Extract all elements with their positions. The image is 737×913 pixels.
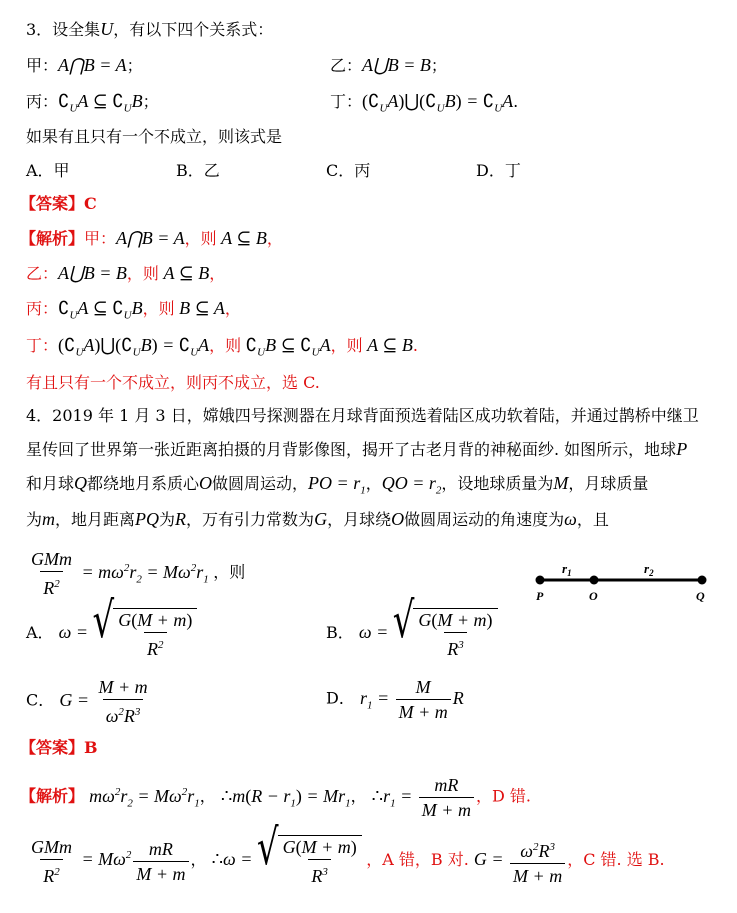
q3-option-a: A．甲 — [26, 161, 70, 180]
label-q: Q — [696, 589, 705, 603]
q3-analysis-ding: 丁：$(∁_UA)⋃(∁_UB)$ = $∁_UA$，则 $∁_UB$ ⊆ $∁_UA$，则 A ⊆ B. — [26, 335, 418, 359]
label-r1: $r_1$ — [562, 561, 572, 578]
point-q — [698, 576, 707, 585]
q4-option-c: C． G = $\frac{M + m}{\omega^2R^3}$ — [26, 677, 148, 726]
q3-conclusion: 有且只有一个不成立，则丙不成立，选 C. — [26, 373, 320, 392]
q4-stem-line1: 4．2019 年 1 月 3 日，嫦娥四号探测器在月球背面预选着陆区成功软着陆，并通过鹊桥中继卫 — [26, 406, 699, 425]
q4-stem-line3: 和月球Q都绕地月系质心O做圆周运动，PO = $r_1$，QO = $r_2$，设地球质量为M，月球质量 — [26, 473, 649, 497]
q3-relation-jia: 甲：A⋂B = A； — [26, 55, 143, 75]
q3-relation-ding: 丁：$(∁_UA)⋃(∁_UB)$ = $∁_UA$. — [330, 91, 519, 115]
q3-stem: 3．设全集U，有以下四个关系式： — [26, 19, 274, 39]
q4-analysis-line2: $\frac{\text{GMm}}{R^2}$ = $M\omega^2$ $\frac{mR}{M + m}$ ， ∴ω = √ $\frac{G(M + m)}{R^3}$ ，A 错，B 对. G = $\frac{\omega^2R^3}{M + m}$ ，C 错. 选 B. — [31, 818, 665, 886]
q4-stem-line2: 星传回了世界第一张近距离拍摄的月背影像图，揭开了古老月背的神秘面纱. 如图所示，地球P — [26, 439, 688, 459]
orbit-diagram — [528, 560, 718, 610]
label-r2: $r_2$ — [644, 561, 654, 578]
label-o: O — [589, 589, 598, 603]
q4-option-a: A． ω = √ $\frac{G(M + m)}{R^2}$ — [26, 608, 197, 660]
q4-option-b: B． ω = √ $\frac{G(M + m)}{R^3}$ — [326, 608, 498, 660]
q4-given-equation: $\frac{\text{GMm}}{R^2}$ = $m\omega^2r_2 = M\omega^2r_1$ ，则 — [31, 549, 246, 598]
q3-option-c: C．丙 — [326, 161, 371, 180]
q4-answer: 【答案】B — [20, 738, 98, 757]
point-o — [590, 576, 599, 585]
q3-relation-bing: 丙：$∁_UA$ ⊆ $∁_UB$； — [26, 91, 159, 115]
q3-answer: 【答案】C — [20, 194, 97, 213]
q4-analysis-line1: 【解析】 $m\omega^2r_2 = M\omega^2r_1$， ∴m(R − $r_1) = Mr_1$， $\therefore r_1$ = $\frac{mR}{M + m}$ ，D 错. — [20, 775, 531, 820]
point-p — [536, 576, 545, 585]
q3-analysis-bing: 丙：$∁_UA$ ⊆ $∁_UB$，则 B ⊆ A， — [26, 298, 241, 322]
label-p: P — [536, 589, 544, 603]
q3-analysis-yi: 乙：A⋃B = B，则 A ⊆ B， — [26, 263, 226, 283]
q3-relation-yi: 乙：A⋃B = B； — [330, 55, 447, 75]
q3-option-d: D．丁 — [476, 161, 521, 180]
q3-question: 如果有且只有一个不成立，则该式是 — [26, 127, 283, 146]
q3-analysis-jia: 【解析】甲：A⋂B = A，则 A ⊆ B， — [20, 228, 283, 248]
q4-option-d: D． $r_1$ = $\frac{M}{M + m}$ R — [326, 677, 464, 722]
q3-option-b: B．乙 — [176, 161, 220, 180]
q4-stem-line4: 为m，地月距离PQ为R，万有引力常数为G，月球绕O做圆周运动的角速度为ω，且 — [26, 509, 609, 529]
